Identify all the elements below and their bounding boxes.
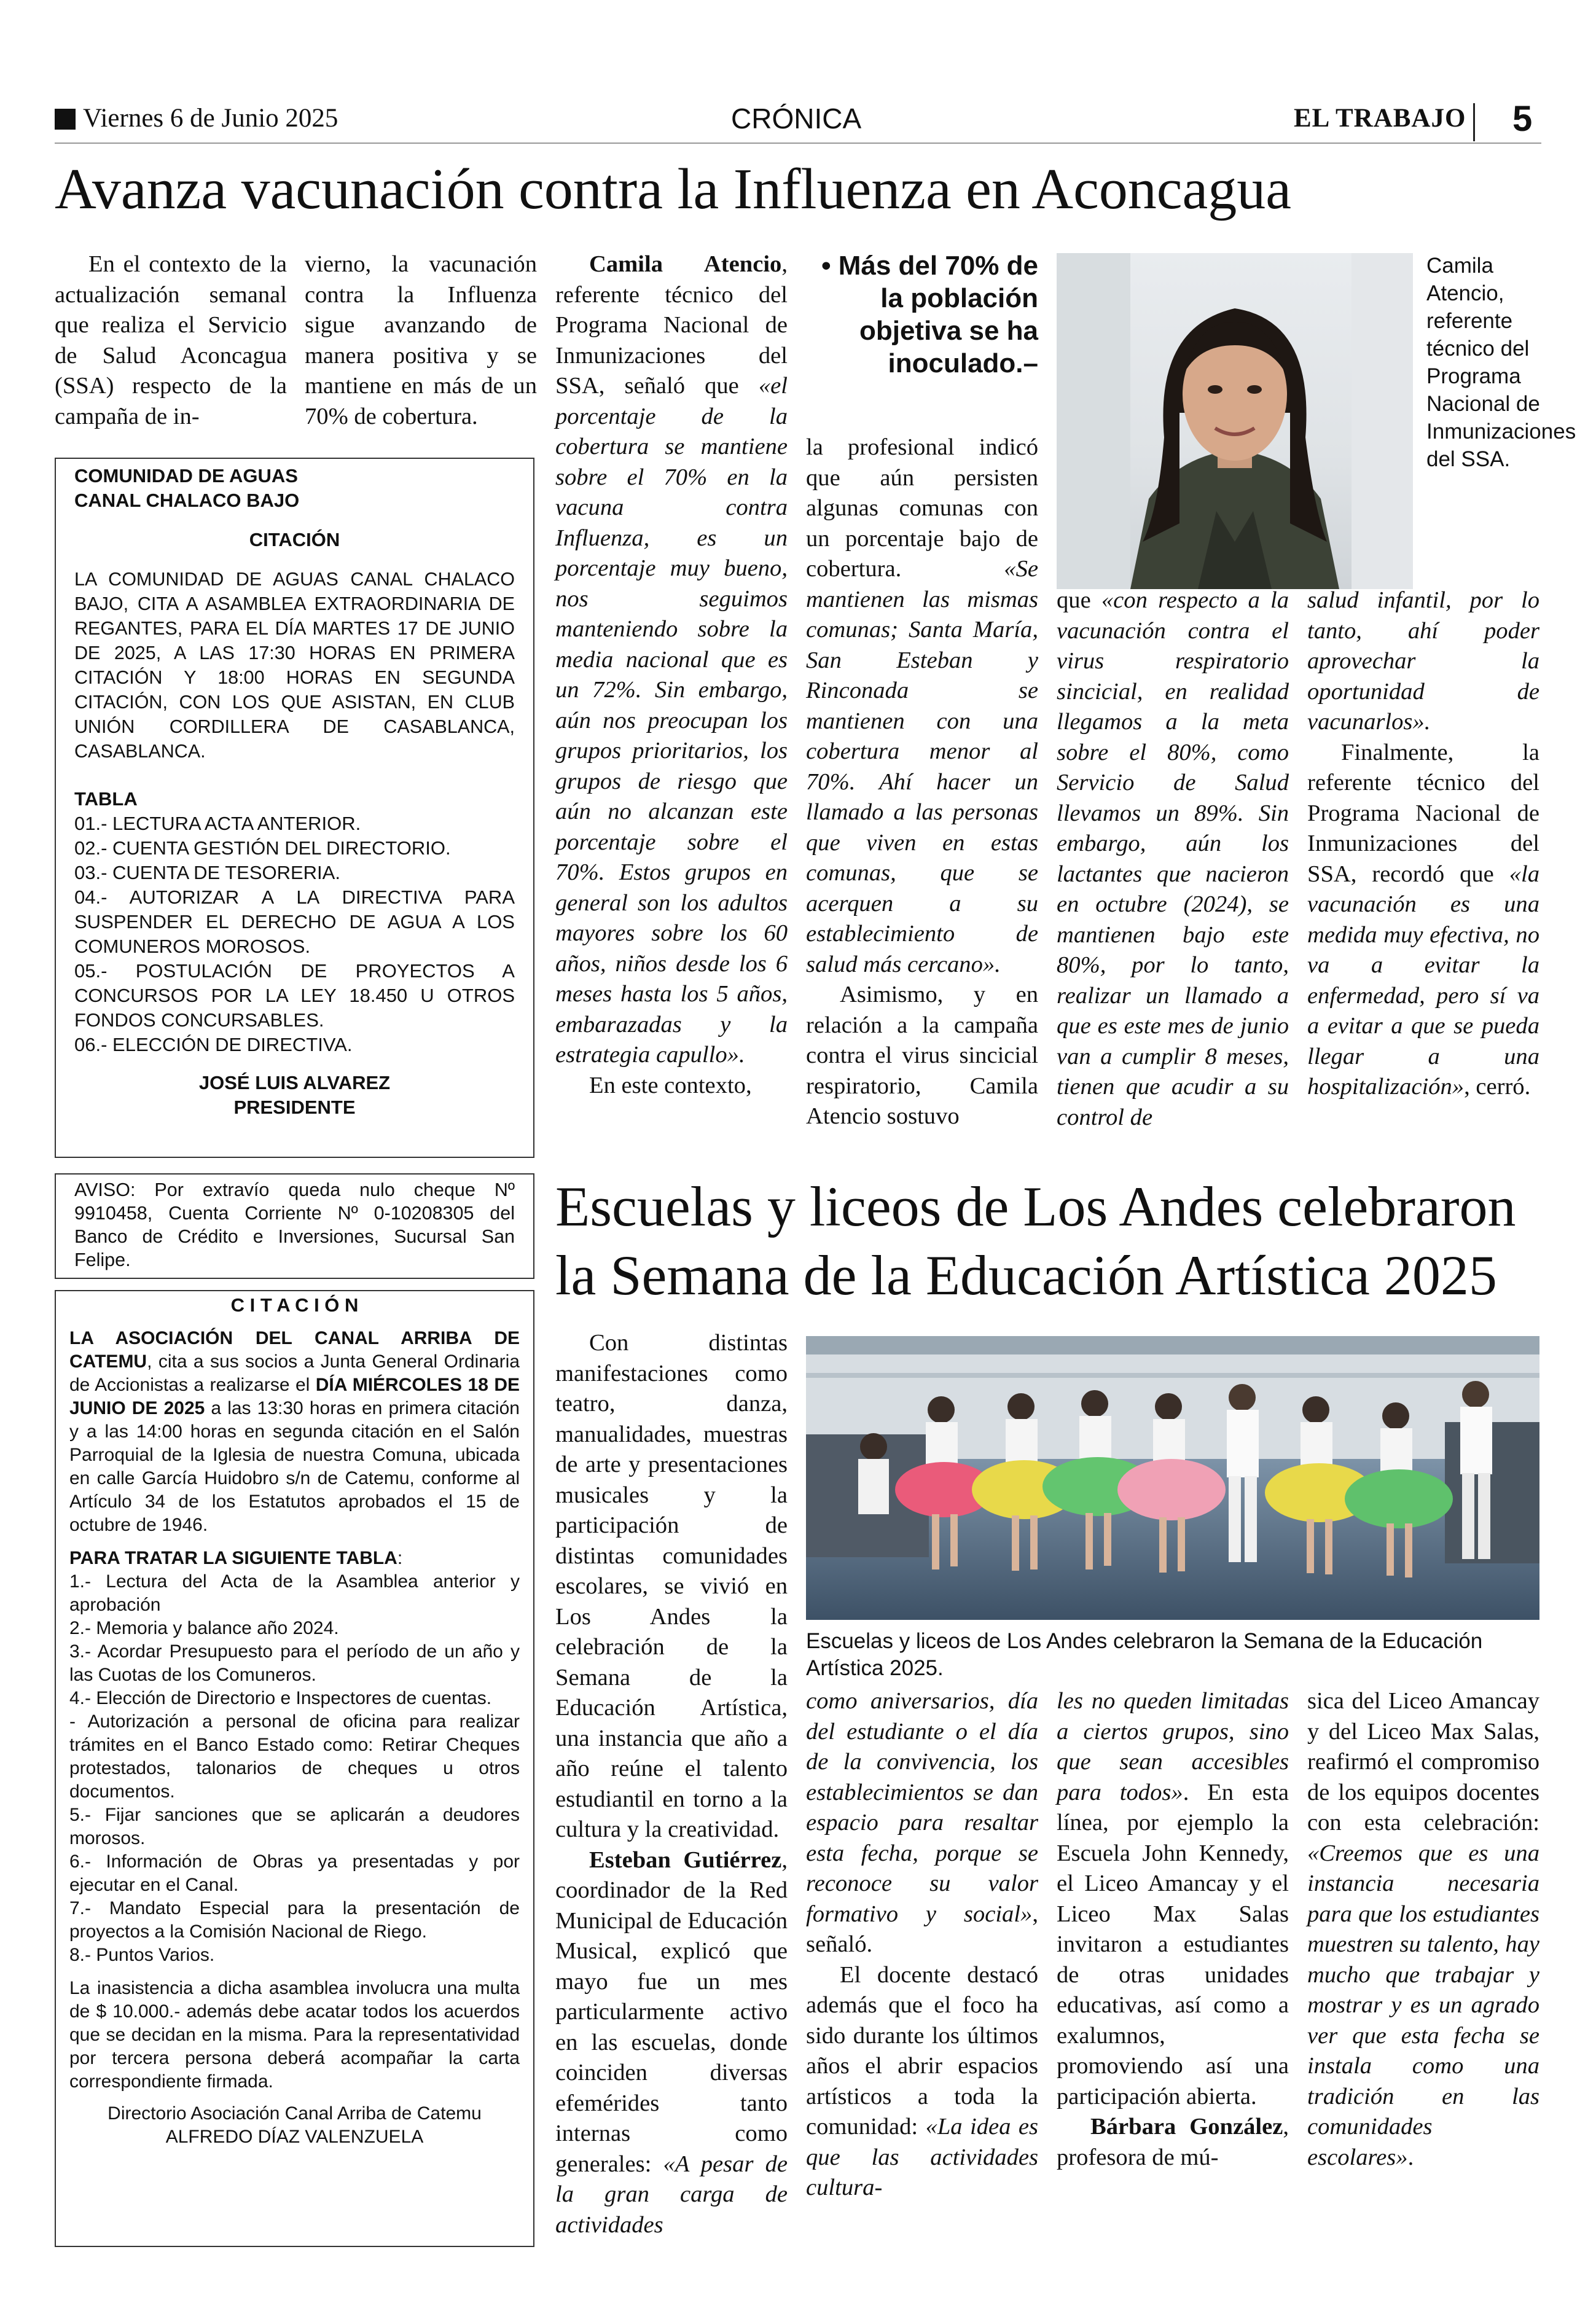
article1-pullquote: • Más del 70% de la población objetiva se ha inoculado.–	[821, 251, 1038, 378]
notice1-signer-role: PRESIDENTE	[233, 1096, 356, 1118]
notice3-tabla-item: 4.- Elección de Directorio e Inspectores de cuentas.	[69, 1688, 492, 1708]
header-page-number: 5	[1512, 99, 1533, 139]
notice3-tabla-item: 3.- Acordar Presupuesto para el período de un año y las Cuotas de los Comuneros.	[69, 1641, 520, 1685]
article1-col1b: vierno, la vacunación contra la Influenza sigue avanzando de manera positiva y se mantiene en más de un 70% de cobertura.	[305, 251, 537, 429]
notice1-org: COMUNIDAD DE AGUAS CANAL CHALACO BAJO	[74, 465, 300, 511]
notice1-tabla-item: 04.- AUTORIZAR A LA DIRECTIVA PARA SUSPENDER EL DERECHO DE AGUA A LOS COMUNEROS MOROSOS.	[74, 886, 515, 957]
article1-photo-caption: Camila Atencio, referente técnico del Programa Nacional de Inmunizaciones del SSA.	[1426, 254, 1576, 471]
article2-headline: Escuelas y liceos de Los Andes celebraron la Semana de la Educación Artística 2025	[555, 1175, 1516, 1307]
notice1-tabla-item: 06.- ELECCIÓN DE DIRECTIVA.	[74, 1034, 353, 1055]
article1-col5: salud infantil, por lo tanto, ahí poder aprovechar la oportunidad de vacunarlos». Finalmente, la referente técnico del Programa Nacional de Inmunizaciones del SSA, recordó que «la vacunación es una medida muy efectiva, no va a evitar la enfermedad, pero sí va a evitar a que se pueda llegar a una hospitalización», cerró.	[1307, 587, 1539, 1100]
notice1-signer: JOSÉ LUIS ALVAREZ	[198, 1072, 391, 1093]
notice3-signer-line1: Directorio Asociación Canal Arriba de Catemu	[108, 2103, 482, 2124]
article2-photo	[806, 1336, 1539, 1620]
notice3-tabla-title: PARA TRATAR LA SIGUIENTE TABLA:	[69, 1548, 403, 1568]
article1-col1a: En el contexto de la actualización semanal que realiza el Servicio de Salud Aconcagua (SSA) respecto de la campaña de in-	[55, 251, 287, 429]
notice1-body: LA COMUNIDAD DE AGUAS CANAL CHALACO BAJO, CITA A ASAMBLEA EXTRAORDINARIA DE REGANTES, PARA EL DÍA MARTES 17 DE JUNIO DE 2025, A LAS 17:30 HORAS EN PRIMERA CITACIÓN Y 18:00 HORAS EN SEGUNDA CITACIÓN, CON LOS QUE ASISTAN, EN CLUB UNIÓN CORDILLERA DE CASABLANCA, CASABLANCA.	[74, 569, 515, 762]
notice3-tabla-item: - Autorización a personal de oficina para realizar trámites en el Banco Estado como: Retirar Cheques protestados, talonarios de cheques u otros documentos.	[69, 1711, 520, 1802]
dancers-photo-icon	[806, 1336, 1539, 1620]
article2-col3: les no queden limitadas a ciertos grupos, sino que sean accesibles para todos». En esta línea, por ejemplo la Escuela John Kennedy, el Liceo Amancay y el Liceo Max Salas invitaron a estudiantes de otras unidades educativas, así como a exalumnos, promoviendo así una participación abierta. Bárbara González, profesora de mú-	[1057, 1688, 1289, 2170]
article1-col3: la profesional indicó que aún persisten algunas comunas con un porcentaje bajo de cobertura. «Se mantienen las mismas comunas; Santa María, San Esteban y Rinconada se mantienen con una cobertura menor al 70%. Ahí hacer un llamado a las personas que viven en estas comunas, que se acerquen a su establecimiento de salud más cercano». Asimismo, y en relación a la campaña contra el virus sincicial respiratorio, Camila Atencio sostuvo	[806, 434, 1038, 1129]
notice2-text: AVISO: Por extravío queda nulo cheque Nº 9910458, Cuenta Corriente Nº 0-10208305 del Banco de Crédito e Inversiones, Sucursal San Felipe.	[74, 1179, 515, 1270]
notice3-tabla-item: 8.- Puntos Varios.	[69, 1945, 215, 1965]
notice1-tabla-item: 01.- LECTURA ACTA ANTERIOR.	[74, 813, 361, 834]
article2-col4: sica del Liceo Amancay y del Liceo Max Salas, reafirmó el compromiso de los equipos docentes con esta celebración: «Creemos que es una instancia necesaria para que los estudiantes muestren su talento, hay mucho que trabajar y mostrar y es un agrado ver que esta fecha se instala como una tradición en las comunidades escolares».	[1307, 1688, 1539, 2170]
article1-photo	[1057, 253, 1413, 589]
notice1-tabla-title: TABLA	[74, 788, 138, 810]
header-divider	[1473, 103, 1475, 141]
notice1-tabla-item: 05.- POSTULACIÓN DE PROYECTOS A CONCURSOS POR LA LEY 18.450 U OTROS FONDOS CONCURSABLES.	[74, 960, 515, 1031]
notice3-signer-line2: ALFREDO DÍAZ VALENZUELA	[165, 2127, 424, 2147]
notice-comunidad-aguas	[55, 458, 534, 1158]
notice3-title: C I T A C I Ó N	[230, 1294, 359, 1316]
notice3-tabla-item: 2.- Memoria y balance año 2024.	[69, 1618, 339, 1638]
notice3-tabla-item: 6.- Información de Obras ya presentadas y por ejecutar en el Canal.	[69, 1851, 520, 1895]
notice3-paragraph: LA ASOCIACIÓN DEL CANAL ARRIBA DE CATEMU, cita a sus socios a Junta General Ordinaria de Accionistas a realizarse el DÍA MIÉRCOLES 18 DE JUNIO DE 2025 a las 13:30 horas en primera citación y a las 14:00 horas en segunda citación en el Salón Parroquial de la Iglesia de nuestra Comuna, ubicada en calle García Huidobro s/n de Catemu, conforme al Artículo 34 de los Estatutos aprobados el 15 de octubre de 1946.	[69, 1328, 520, 1535]
header-rule	[55, 143, 1541, 144]
article1-col4: que «con respecto a la vacunación contra el virus respiratorio sincicial, en realidad llegamos a la meta sobre el 80%, como Servicio de Salud llevamos un 89%. Sin embargo, aún los lactantes que nacieron en octubre (2024), se mantienen bajo este 80%, por lo tanto, realizar un llamado a que es este mes de junio van a cumplir 8 meses, tienen que acudir a su control de	[1057, 587, 1289, 1130]
woman-portrait-icon	[1057, 253, 1413, 589]
notice1-tabla-item: 02.- CUENTA GESTIÓN DEL DIRECTORIO.	[74, 837, 451, 859]
notice3-final: La inasistencia a dicha asamblea involucra una multa de $ 10.000.- además debe acatar todos los acuerdos que se decidan en la misma. Para la representatividad por tercera persona deberá acompañar la carta correspondiente firmada.	[69, 1978, 520, 2092]
article1-col2: Camila Atencio, referente técnico del Programa Nacional de Inmunizaciones del SSA, señaló que «el porcentaje de la cobertura se mantiene sobre el 70% en la vacuna contra Influenza, es un porcentaje muy bueno, nos seguimos manteniendo sobre la media nacional que es un 72%. Sin embargo, aún nos preocupan los grupos prioritarios, los grupos de riesgo que aún no alcanzan este porcentaje sobre el 70%. Estos grupos en general son los adultos mayores sobre los 60 años, niños desde los 6 meses hasta los 5 años, embarazadas y la estrategia capullo». En este contexto,	[555, 251, 788, 1098]
notice-aviso-cheque	[55, 1173, 534, 1279]
notice1-tabla-item: 03.- CUENTA DE TESORERIA.	[74, 862, 340, 883]
article2-col1: Con distintas manifestaciones como teatro, danza, manualidades, muestras de arte y presentaciones musicales y la participación de distintas comunidades escolares, se vivió en Los Andes la celebración de la Semana de la Educación Artística, una instancia que año a año reúne el talento estudiantil en torno a la cultura y la creatividad. Esteban Gutiérrez, coordinador de la Red Municipal de Educación Musical, explicó que mayo fue un mes particularmente activo en las escuelas, donde coinciden diversas efemérides tanto internas como generales: «A pesar de la gran carga de actividades	[555, 1330, 788, 2238]
notice3-tabla-item: 5.- Fijar sanciones que se aplicarán a deudores morosos.	[69, 1805, 520, 1848]
notice-canal-arriba-catemu	[55, 1290, 534, 2247]
notice3-tabla-item: 1.- Lectura del Acta de la Asamblea anterior y aprobación	[69, 1571, 520, 1615]
notice1-title: CITACIÓN	[249, 529, 340, 550]
article1-headline: Avanza vacunación contra la Influenza en Aconcagua	[55, 157, 1291, 221]
article2-photo-caption: Escuelas y liceos de Los Andes celebraron la Semana de la Educación Artística 2025.	[806, 1629, 1483, 1680]
article2-col2: como aniversarios, día del estudiante o el día de la convivencia, los establecimientos se dan espacio para resaltar esta fecha, porque se reconoce su valor formativo y social», señaló. El docente destacó además que el foco ha sido durante los últimos años el abrir espacios artísticos a toda la comunidad: «La idea es que las actividades cultura-	[806, 1688, 1038, 2200]
header-date: Viernes 6 de Junio 2025	[83, 104, 338, 133]
header-square-icon	[55, 109, 76, 130]
header-section: CRÓNICA	[731, 103, 862, 135]
header-newspaper: EL TRABAJO	[1294, 104, 1466, 133]
notice3-tabla-item: 7.- Mandato Especial para la presentación de proyectos a la Comisión Nacional de Riego.	[69, 1898, 520, 1942]
